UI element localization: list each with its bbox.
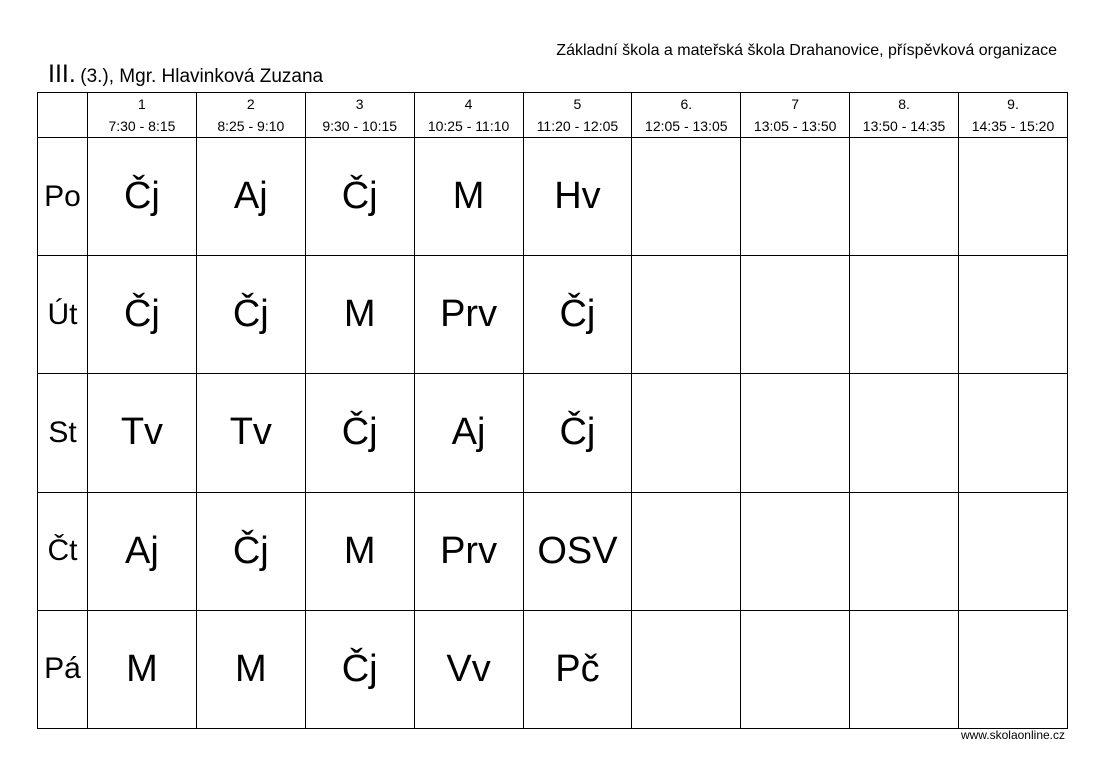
class-roman-numeral: III. [48,60,76,88]
lesson-cell: Tv [88,374,197,492]
lesson-cell: Čj [305,138,414,256]
lesson-cell [741,492,850,610]
day-row-monday [38,138,1068,256]
day-label: St [38,374,88,492]
lesson-cell [632,492,741,610]
lesson-cell: Čj [305,374,414,492]
period-time: 11:20 - 12:05 [536,118,619,135]
period-time: 9:30 - 10:15 [322,118,398,135]
day-label: Čt [38,492,88,610]
day-row-friday [38,610,1068,728]
lesson-cell: M [305,256,414,374]
period-header-row [38,93,1068,138]
timetable [37,92,1068,729]
lesson-cell: Aj [88,492,197,610]
period-header [741,93,850,138]
lesson-cell [741,256,850,374]
lesson-cell [850,374,959,492]
lesson-cell [741,610,850,728]
corner-cell [38,93,88,138]
lesson-cell: M [414,138,523,256]
day-row-wednesday [38,374,1068,492]
period-number: 2 [246,96,255,113]
lesson-cell: Prv [414,492,523,610]
day-row-tuesday [38,256,1068,374]
lesson-cell [632,374,741,492]
lesson-cell [741,138,850,256]
lesson-cell [850,138,959,256]
lesson-cell: Aj [196,138,305,256]
period-time: 13:05 - 13:50 [753,118,837,135]
lesson-cell: Čj [88,138,197,256]
lesson-cell: Pč [523,610,632,728]
lesson-cell: Čj [196,492,305,610]
lesson-cell [632,256,741,374]
day-label: Út [38,256,88,374]
lesson-cell: M [88,610,197,728]
lesson-cell [632,610,741,728]
lesson-cell: Prv [414,256,523,374]
period-header [959,93,1068,138]
lesson-cell: Aj [414,374,523,492]
lesson-cell: Čj [523,256,632,374]
period-number: 1 [138,96,146,113]
period-header [850,93,959,138]
period-time: 10:25 - 11:10 [427,118,510,135]
lesson-cell: OSV [523,492,632,610]
class-teacher: (3.), Mgr. Hlavinková Zuzana [80,66,324,87]
lesson-cell: Vv [414,610,523,728]
lesson-cell [959,610,1068,728]
period-number: 3 [355,96,364,113]
period-number: 5 [573,96,582,113]
lesson-cell: M [196,610,305,728]
lesson-cell: Čj [305,610,414,728]
period-number: 4 [464,96,473,113]
period-header [88,93,197,138]
lesson-cell: Čj [196,256,305,374]
day-row-thursday [38,492,1068,610]
period-number: 6. [680,96,693,113]
lesson-cell [959,374,1068,492]
period-header [414,93,523,138]
footer-url[interactable]: www.skolaonline.cz [960,728,1065,742]
period-time: 7:30 - 8:15 [108,118,176,135]
period-number: 9. [1007,96,1019,113]
period-time: 12:05 - 13:05 [645,118,728,135]
period-header [523,93,632,138]
period-number: 8. [898,96,910,113]
lesson-cell: M [305,492,414,610]
lesson-cell [959,492,1068,610]
lesson-cell: Hv [523,138,632,256]
day-label: Po [38,138,88,256]
period-number: 7 [791,96,800,113]
day-label: Pá [38,610,88,728]
period-time: 13:50 - 14:35 [862,118,946,135]
lesson-cell: Čj [88,256,197,374]
lesson-cell [850,256,959,374]
lesson-cell [741,374,850,492]
period-header [196,93,305,138]
class-title [48,60,323,89]
lesson-cell: Tv [196,374,305,492]
lesson-cell [850,492,959,610]
period-header [305,93,414,138]
period-time: 8:25 - 9:10 [217,118,285,135]
lesson-cell [632,138,741,256]
lesson-cell [959,256,1068,374]
lesson-cell [959,138,1068,256]
lesson-cell [850,610,959,728]
period-time: 14:35 - 15:20 [971,118,1055,135]
period-header [632,93,741,138]
school-name: Základní škola a mateřská škola Drahanovice, příspěvková organizace [556,42,1057,59]
lesson-cell: Čj [523,374,632,492]
